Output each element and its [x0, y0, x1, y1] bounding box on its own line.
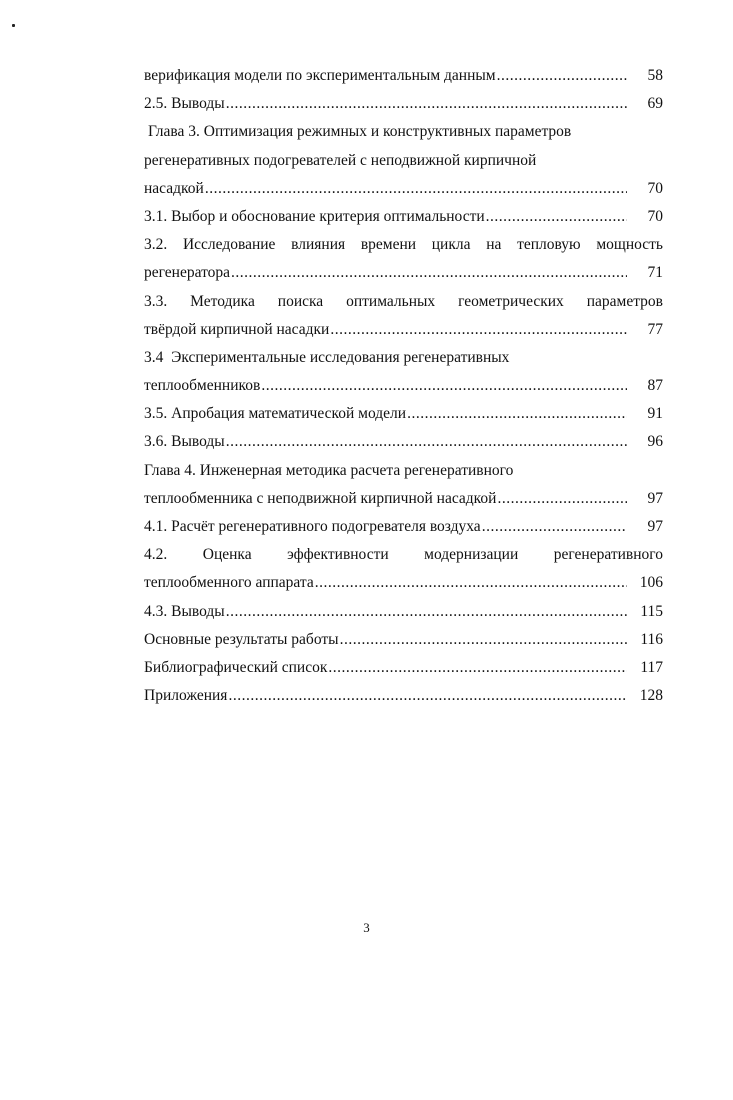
toc-entry-title-continued: теплообменного аппарата [144, 574, 314, 592]
toc-leader-dots [205, 175, 627, 203]
toc-page-number: 115 [640, 602, 663, 620]
toc-entry [144, 428, 663, 456]
toc-entry [144, 457, 663, 513]
toc-page-number: 58 [647, 67, 663, 84]
toc-line [144, 654, 663, 682]
toc-entry [144, 62, 663, 90]
toc-entry-title-continued: насадкой [144, 179, 204, 197]
toc-page-number: 97 [647, 489, 663, 507]
toc-entry [144, 400, 663, 428]
toc-entry [144, 231, 663, 287]
toc-page-number: 69 [647, 95, 663, 113]
toc-entry-title: Приложения [144, 687, 228, 705]
toc-line [144, 400, 663, 428]
toc-entry-title: 4.2. Оценка эффективности модернизации регенеративного [144, 546, 663, 564]
toc-line [144, 259, 663, 287]
toc-entry [144, 203, 663, 231]
toc-line [144, 118, 663, 146]
toc-leader-dots [315, 569, 627, 597]
toc-page-number: 106 [639, 574, 663, 592]
toc-page-number: 91 [647, 405, 663, 423]
toc-entry [144, 513, 663, 541]
toc-entry-title-continued: теплообменника с неподвижной кирпичной насадкой [144, 489, 497, 507]
toc-entry-title: 3.5. Апробация математической модели [144, 405, 407, 423]
toc-leader-dots [497, 485, 627, 513]
toc-entry [144, 654, 663, 682]
toc-entry [144, 118, 663, 203]
toc-entry [144, 682, 663, 710]
toc-line [144, 626, 663, 654]
toc-line [144, 203, 663, 231]
toc-leader-dots [226, 90, 627, 118]
toc-entry-title: 4.1. Расчёт регенеративного подогревателя воздуха [144, 518, 481, 535]
toc-entry [144, 288, 663, 344]
toc-entry [144, 541, 663, 597]
toc-entry [144, 344, 663, 400]
toc-line [144, 147, 663, 175]
toc-entry [144, 626, 663, 654]
scan-speck [12, 24, 15, 27]
toc-line [144, 62, 663, 90]
toc-entry-title: Глава 3. Оптимизация режимных и конструктивных параметров [148, 123, 572, 141]
toc-leader-dots [261, 372, 627, 400]
toc-line [144, 90, 663, 118]
toc-line [144, 344, 663, 372]
toc-entry-title: 3.1. Выбор и обоснование критерия оптимальности [144, 207, 485, 225]
toc-leader-dots [228, 682, 627, 710]
toc-line [144, 372, 663, 400]
toc-page-number: 77 [647, 320, 663, 338]
toc-line [144, 457, 663, 485]
toc-page-number: 97 [647, 518, 663, 535]
toc-entry-title-continued: твёрдой кирпичной насадки [144, 320, 330, 338]
toc-line [144, 598, 663, 626]
toc-page-number: 87 [647, 377, 663, 395]
toc-leader-dots [497, 62, 627, 90]
toc-line [144, 541, 663, 569]
toc-entry-title: 3.3. Методика поиска оптимальных геометрических параметров [144, 292, 663, 310]
page-number: 3 [363, 920, 370, 935]
toc-entry-title-continued: теплообменников [144, 377, 261, 395]
toc-line [144, 288, 663, 316]
toc-leader-dots [330, 316, 627, 344]
toc-leader-dots [407, 400, 627, 428]
toc-leader-dots [482, 513, 627, 541]
toc-leader-dots [340, 626, 627, 654]
toc-entry-title: 3.4 Экспериментальные исследования регенеративных [144, 348, 510, 366]
toc-entry-title-continued: регенератора [144, 264, 231, 282]
toc-entry-title: 2.5. Выводы [144, 95, 225, 113]
toc-line [144, 513, 663, 541]
toc-page-number: 116 [640, 630, 663, 648]
toc-entry-title: Основные результаты работы [144, 630, 339, 648]
toc-leader-dots [486, 203, 627, 231]
toc-entry-title: верификация модели по экспериментальным данным [144, 67, 496, 84]
toc-page-number: 71 [647, 264, 663, 282]
toc-entry-title: 3.6. Выводы [144, 433, 225, 451]
toc-page-number: 117 [640, 658, 663, 676]
toc-line [144, 231, 663, 259]
toc-leader-dots [328, 654, 627, 682]
toc-entry [144, 598, 663, 626]
toc-leader-dots [226, 598, 627, 626]
toc-line [144, 682, 663, 710]
toc-line [144, 175, 663, 203]
toc-line [144, 428, 663, 456]
toc-leader-dots [226, 428, 627, 456]
toc-entry-title: Библиографический список [144, 658, 328, 676]
table-of-contents [144, 62, 663, 710]
toc-entry-title: 4.3. Выводы [144, 602, 225, 620]
toc-entry-title-continued: регенеративных подогревателей с неподвижной кирпичной [144, 151, 537, 169]
toc-entry [144, 90, 663, 118]
toc-line [144, 316, 663, 344]
toc-page-number: 70 [647, 207, 663, 225]
toc-page-number: 96 [647, 433, 663, 451]
toc-entry-title: Глава 4. Инженерная методика расчета регенеративного [144, 461, 514, 479]
toc-entry-title: 3.2. Исследование влияния времени цикла на тепловую мощность [144, 236, 663, 254]
toc-leader-dots [231, 259, 627, 287]
toc-line [144, 485, 663, 513]
toc-page-number: 128 [639, 687, 663, 705]
toc-line [144, 569, 663, 597]
toc-page-number: 70 [647, 179, 663, 197]
